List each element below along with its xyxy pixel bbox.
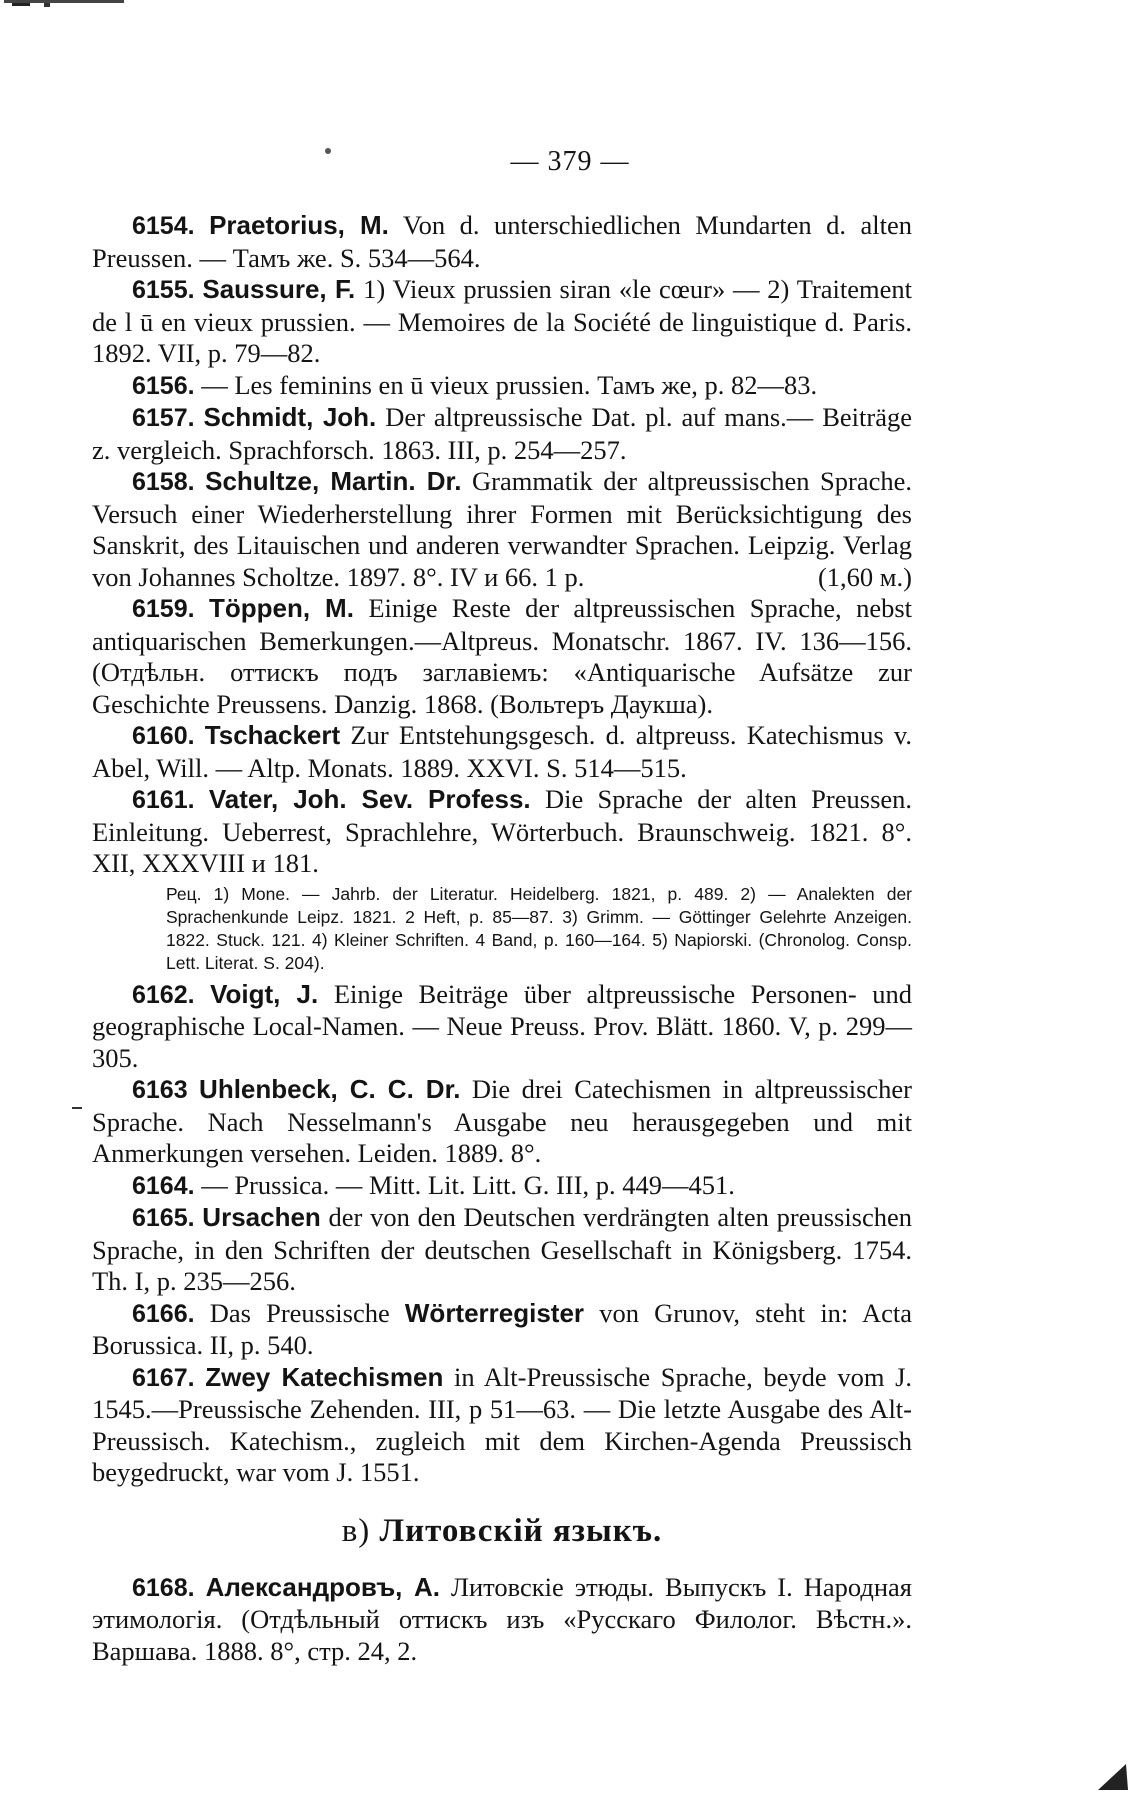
- entry-text: Einige Beiträge über altpreussische Personen- und geographische Local-Namen. — Neue Preuss. Prov. Blätt. 1860. V, p. 299—305.: [92, 978, 912, 1073]
- entry-text: der von den Deutschen verdrängten alten preussischen Sprache, in den Schriften der deutschen Gesellschaft in Königsberg. 1754. Th. I, p. 235—256.: [92, 1202, 913, 1296]
- entry-review-notes: Рец. 1) Mone. — Jahrb. der Literatur. Heidelberg. 1821, p. 489. 2) — Analekten der Sprachenkunde Leipz. 1821. 2 Heft, p. 85—87. 3) Grimm. — Göttinger Gelehrte Anzeigen. 1822. Stuck. 121. 4) Kleiner Schriften. 4 Band, p. 160—164. 5) Napiorski. (Chronolog. Consp. Lett. Literat. S. 204).: [166, 883, 912, 973]
- scan-artifact-bottom-right: [1096, 1760, 1130, 1794]
- entry-author: Töppen, M.: [208, 593, 354, 623]
- bibliography-entry: [92, 1572, 912, 1668]
- scan-margin-mark: [72, 1107, 82, 1109]
- bibliography-entry: [92, 1298, 912, 1362]
- bibliography-entry: [92, 1202, 912, 1298]
- entry-number: 6155.: [132, 276, 195, 304]
- entry-number: 6160.: [132, 722, 195, 750]
- entry-text: 1) Vieux prussien siran «le cœur» — 2) Traitement de l ū en vieux prussien. — Memoires de la Société de linguistique d. Paris. 1892. VII, p. 79—82.: [92, 274, 913, 368]
- entry-number: 6158.: [132, 468, 195, 496]
- entry-title-keyword: Wörterregister: [404, 1297, 585, 1328]
- bibliography-entry: [92, 720, 912, 784]
- entry-author: Saussure, F.: [202, 274, 356, 304]
- entry-number: 6161.: [132, 786, 195, 814]
- entry-number: 6156.: [132, 371, 195, 400]
- entry-author: Ursachen: [202, 1202, 321, 1232]
- entry-number: 6164.: [132, 1171, 195, 1200]
- entry-text: — Les feminins en ū vieux prussien. Тамъ же, p. 82—83.: [201, 369, 818, 400]
- entry-text: Grammatik der altpreussischen Sprache. Versuch einer Wiederherstellung ihrer Formen mit Berücksichtigung des Sanskrit, des Litauischen und anderen verwandter Sprachen. Leipzig. Verlag von Johannes Scholtze. 1897. 8°. IV и 66. 1 p.: [92, 466, 912, 592]
- entry-number: 6168.: [132, 1573, 195, 1602]
- bibliography-entry: [92, 274, 912, 370]
- entry-author: Schmidt, Joh.: [203, 402, 377, 432]
- entry-number: 6166.: [132, 1299, 195, 1328]
- bibliography-list: [92, 210, 912, 1667]
- entry-text: Von d. unterschiedlichen Mundarten d. alten Preussen. — Тамъ же. S. 534—564.: [92, 210, 912, 273]
- bibliography-entry: [92, 402, 912, 466]
- bibliography-entry: [92, 784, 912, 880]
- bibliography-entry: [92, 466, 912, 593]
- entry-author: Praetorius, M.: [209, 210, 389, 240]
- entry-number: 6163: [132, 1076, 188, 1104]
- entry-number: 6167.: [132, 1363, 195, 1392]
- entry-author: Vater, Joh. Sev. Profess.: [208, 784, 531, 814]
- entry-author: Schultze, Martin. Dr.: [205, 466, 462, 496]
- entry-number: 6162.: [132, 980, 195, 1009]
- entry-text: Die drei Catechismen in altpreussischer Sprache. Nach Nesselmann's Ausgabe neu herausgegeben und mit Anmerkungen versehen. Leiden. 1889. 8°.: [92, 1074, 913, 1168]
- bibliography-entry: [92, 370, 912, 403]
- entry-text: — Prussica. — Mitt. Lit. Litt. G. III, p. 449—451.: [201, 1169, 735, 1200]
- entry-text: von Grunov, steht in: Acta Borussica. II, p. 540.: [92, 1297, 913, 1360]
- entry-author: Uhlenbeck, C. C. Dr.: [199, 1074, 461, 1104]
- entry-number: 6165.: [132, 1204, 195, 1232]
- bibliography-entry: [92, 1074, 912, 1170]
- entry-text: Der altpreussische Dat. pl. auf mans.— Beiträge z. vergleich. Sprachforsch. 1863. III, p. 254—257.: [92, 402, 912, 465]
- bibliography-entry: [92, 593, 912, 720]
- entry-text: Zur Entstehungsgesch. d. altpreuss. Katechismus v. Abel, Will. — Altp. Monats. 1889. XXVI. S. 514—515.: [92, 720, 913, 783]
- entry-number: 6157.: [132, 404, 195, 432]
- entry-text: Литовскіе этюды. Выпускъ I. Народная этимологія. (Отдѣльный оттискъ изъ «Русскаго Филолог. Вѣстн.». Варшава. 1888. 8°, стр. 24, 2.: [92, 1571, 912, 1666]
- entry-author: Zwey Katechismen: [205, 1361, 444, 1392]
- section-heading: [92, 1513, 912, 1550]
- entry-author: Voigt, J.: [210, 978, 319, 1009]
- section-title: Литовскій языкъ.: [379, 1512, 663, 1549]
- bibliography-entry: [92, 979, 912, 1075]
- entry-number: 6154.: [132, 212, 195, 240]
- entry-number: 6159.: [132, 595, 195, 623]
- entry-text: in Alt-Preussische Sprache, beyde vom J. 1545.—Preussische Zehenden. III, p 51—63. — Die letzte Ausgabe des Alt-Preussisch. Katechism., zugleich mit dem Kirchen-Agenda Preussisch beygedruckt, war vom J. 1551.: [92, 1361, 913, 1487]
- entry-author: Tschackert: [204, 720, 341, 750]
- entry-author: Александровъ, А.: [205, 1571, 440, 1602]
- entry-text: Die Sprache der alten Preussen. Einleitung. Ueberrest, Sprachlehre, Wörterbuch. Braunschweig. 1821. 8°. XII, XXXVIII и 181.: [92, 784, 913, 878]
- section-prefix: в): [341, 1512, 371, 1549]
- page-number: — 379 —: [510, 146, 630, 177]
- bibliography-entry: [92, 1170, 912, 1203]
- bibliography-entry: [92, 1362, 912, 1489]
- entry-text: Einige Reste der altpreussischen Sprache, nebst antiquarischen Bemerkungen.—Altpreus. Monatschr. 1867. IV. 136—156. (Отдѣльн. оттискъ подъ заглавіемъ: «Antiquarische Aufsätze zur Geschichte Preussens. Danzig. 1868. (Вольтеръ Даукша).: [92, 593, 913, 719]
- bibliography-entry: [92, 210, 912, 274]
- scan-artifact-top-left: [4, 0, 124, 10]
- entry-text-lead: Das Preussische: [209, 1297, 390, 1328]
- entry-price: (1,60 м.): [817, 561, 912, 592]
